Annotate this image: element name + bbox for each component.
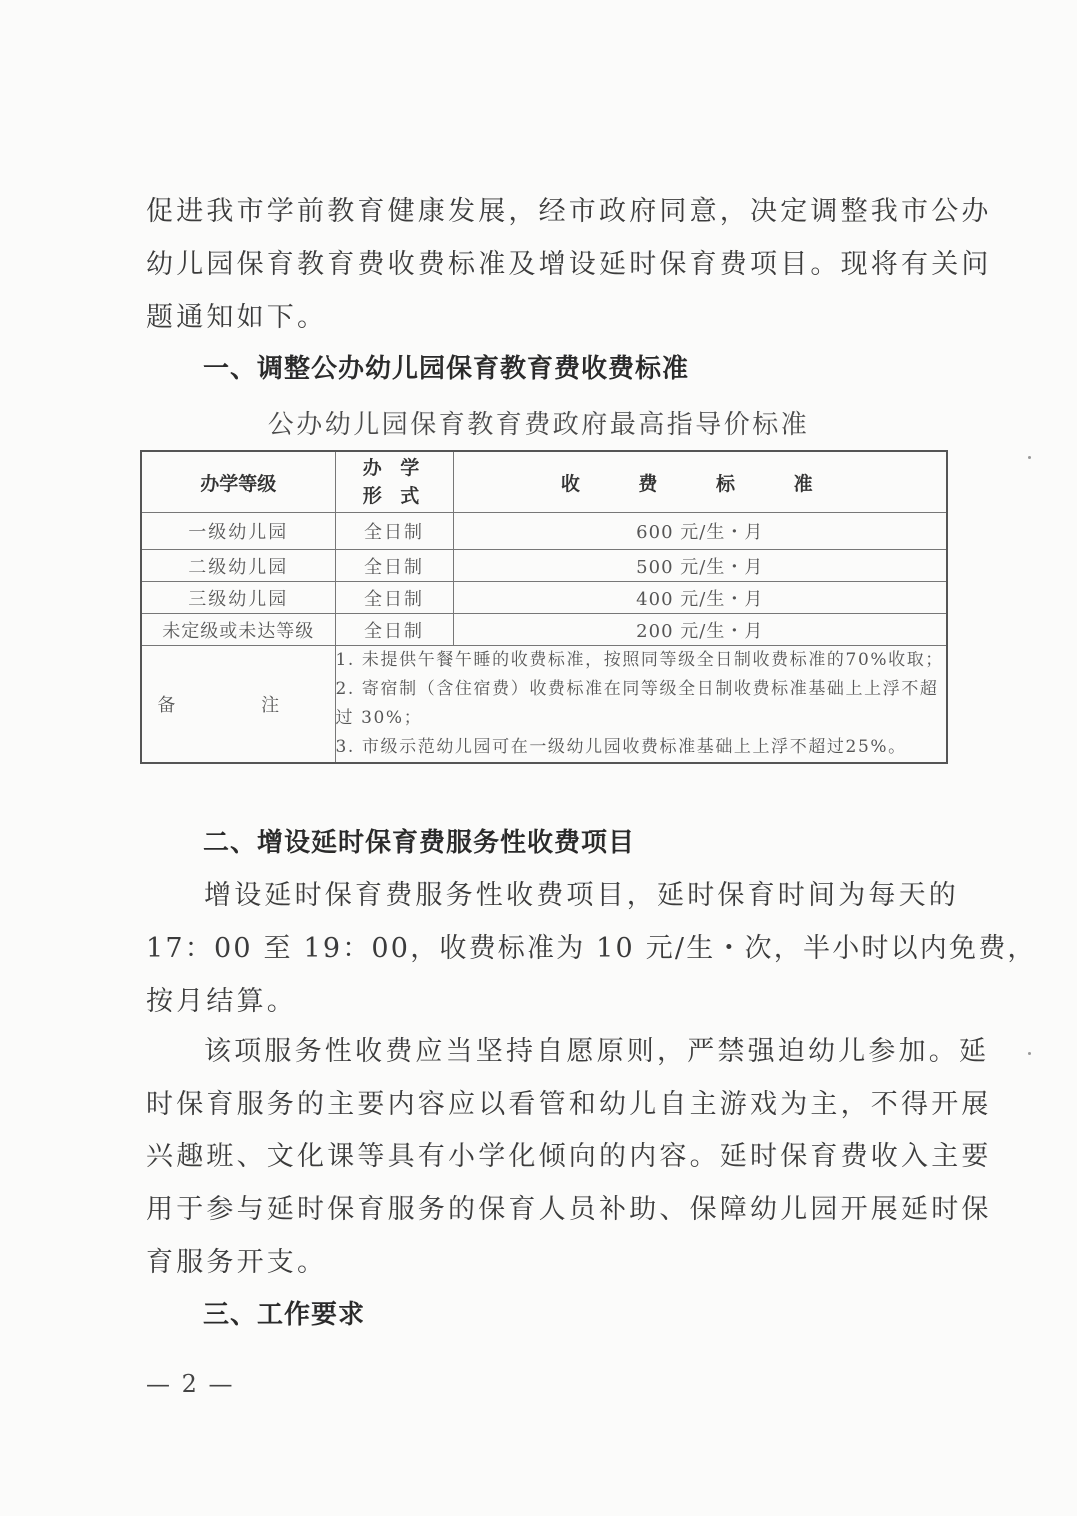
intro-line: 幼儿园保育教育费收费标准及增设延时保育费项目。现将有关问 bbox=[146, 249, 992, 280]
intro-line: 促进我市学前教育健康发展，经市政府同意，决定调整我市公办 bbox=[146, 196, 992, 227]
notes-cell bbox=[335, 646, 947, 764]
cell-fee: 400 元/生・月 bbox=[453, 582, 947, 614]
header-form bbox=[335, 451, 453, 513]
page-number: — 2 — bbox=[146, 1370, 235, 1398]
para3-line: 育服务开支。 bbox=[146, 1247, 328, 1278]
cell-fee: 500 元/生・月 bbox=[453, 550, 947, 582]
cell-form: 全日制 bbox=[335, 582, 453, 614]
table-row bbox=[141, 550, 947, 582]
cell-level: 一级幼儿园 bbox=[141, 513, 335, 550]
cell-level: 三级幼儿园 bbox=[141, 582, 335, 614]
para2-line: 按月结算。 bbox=[146, 986, 297, 1017]
para3-line: 用于参与延时保育服务的保育人员补助、保障幼儿园开展延时保 bbox=[146, 1194, 992, 1225]
table-header-row bbox=[141, 451, 947, 513]
note-item: 1. 未提供午餐午睡的收费标准，按照同等级全日制收费标准的70%收取； bbox=[335, 650, 944, 670]
cell-form: 全日制 bbox=[335, 550, 453, 582]
note-item: 3. 市级示范幼儿园可在一级幼儿园收费标准基础上上浮不超过25%。 bbox=[335, 737, 907, 757]
notes-label: 备 注 bbox=[141, 646, 335, 764]
fee-standard-table bbox=[140, 450, 948, 764]
notes-row bbox=[141, 646, 947, 764]
cell-level: 二级幼儿园 bbox=[141, 550, 335, 582]
para3-line: 时保育服务的主要内容应以看管和幼儿自主游戏为主，不得开展 bbox=[146, 1089, 992, 1120]
scan-speck bbox=[1028, 456, 1031, 459]
para2-line: 17：00 至 19：00，收费标准为 10 元/生・次，半小时以内免费， bbox=[146, 933, 1037, 964]
para3-line: 兴趣班、文化课等具有小学化倾向的内容。延时保育费收入主要 bbox=[146, 1141, 992, 1172]
header-form-line2: 形 式 bbox=[362, 485, 426, 507]
header-standard: 收 费 标 准 bbox=[453, 451, 947, 513]
section-1-heading: 一、调整公办幼儿园保育教育费收费标准 bbox=[203, 354, 690, 384]
table-row bbox=[141, 582, 947, 614]
header-form-line1: 办 学 bbox=[362, 457, 426, 479]
header-level: 办学等级 bbox=[141, 451, 335, 513]
table-row bbox=[141, 614, 947, 646]
cell-form: 全日制 bbox=[335, 614, 453, 646]
table-title: 公办幼儿园保育教育费政府最高指导价标准 bbox=[267, 410, 810, 440]
section-2-heading: 二、增设延时保育费服务性收费项目 bbox=[203, 828, 636, 858]
scan-speck bbox=[1028, 1052, 1031, 1055]
cell-fee: 600 元/生・月 bbox=[453, 513, 947, 550]
para3-line: 该项服务性收费应当坚持自愿原则，严禁强迫幼儿参加。延 bbox=[204, 1036, 990, 1067]
intro-line: 题通知如下。 bbox=[146, 302, 328, 333]
table-row bbox=[141, 513, 947, 550]
cell-fee: 200 元/生・月 bbox=[453, 614, 947, 646]
section-3-heading: 三、工作要求 bbox=[203, 1300, 366, 1330]
note-item: 2. 寄宿制（含住宿费）收费标准在同等级全日制收费标准基础上上浮不超过 30%； bbox=[335, 679, 939, 728]
cell-level: 未定级或未达等级 bbox=[141, 614, 335, 646]
cell-form: 全日制 bbox=[335, 513, 453, 550]
para2-line: 增设延时保育费服务性收费项目，延时保育时间为每天的 bbox=[204, 880, 959, 911]
